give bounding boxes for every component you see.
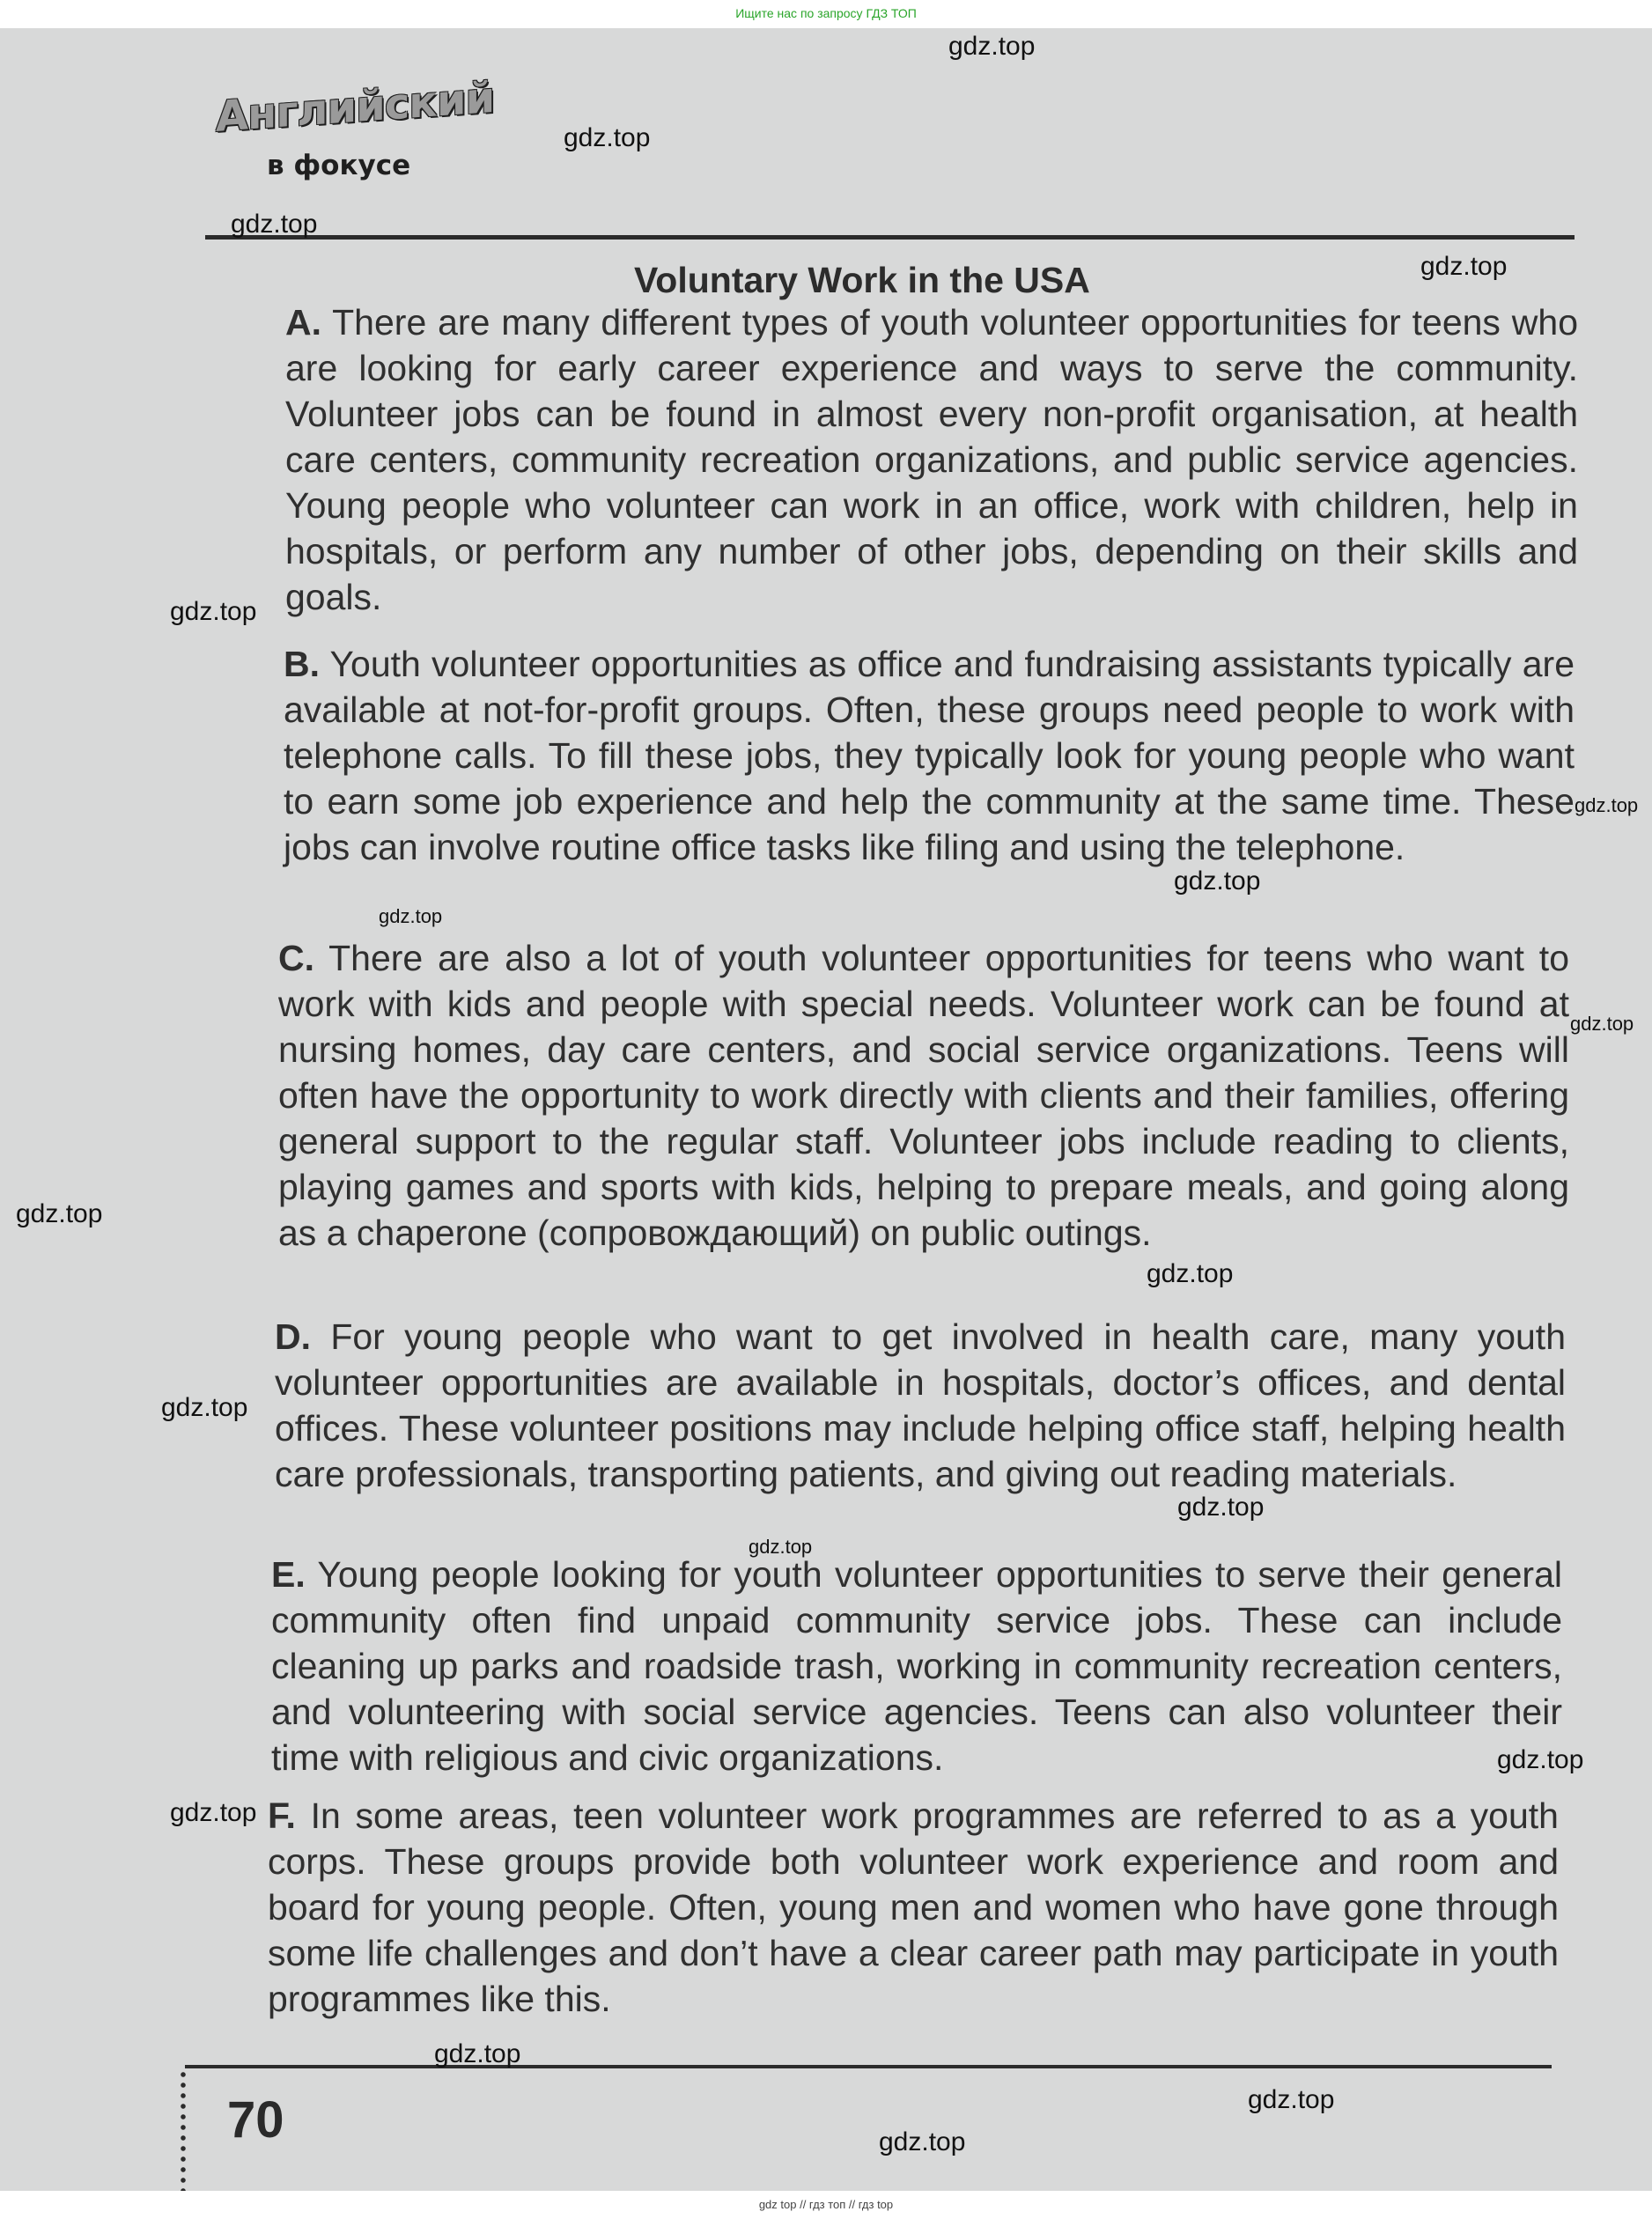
- watermark: gdz.top: [16, 1199, 103, 1228]
- watermark: gdz.top: [749, 1536, 813, 1558]
- paragraph-text: Youth volunteer opportunities as office and fundraising assistants typically are available at not-for-profit groups. Often, these groups need people to work with telephone calls. To fill these jobs, they typically look for young people who want to earn some job experience and help the community at the same time. These jobs can involve routine office tasks like filing and using the telephone.: [284, 644, 1575, 867]
- watermark: gdz.top: [564, 123, 651, 152]
- footer-rule: [185, 2065, 1552, 2068]
- paragraph-f: [268, 1793, 1559, 2022]
- watermark: gdz.top: [1147, 1259, 1234, 1288]
- watermark: gdz.top: [1497, 1745, 1584, 1774]
- watermark: gdz.top: [1420, 252, 1508, 281]
- paragraph-a: [285, 299, 1578, 620]
- paragraph-c: [278, 935, 1569, 1256]
- logo-subtitle: в фокусе: [267, 150, 411, 181]
- watermark: gdz.top: [1575, 794, 1639, 816]
- paragraph-letter: F.: [268, 1795, 296, 1836]
- watermark: gdz.top: [231, 210, 318, 239]
- watermark: gdz.top: [434, 2039, 521, 2068]
- watermark: gdz.top: [948, 32, 1036, 61]
- paragraph-letter: C.: [278, 938, 314, 978]
- watermark: gdz.top: [1570, 1013, 1634, 1035]
- watermark: gdz.top: [879, 2127, 966, 2156]
- watermark: gdz.top: [1248, 2085, 1335, 2114]
- page-number: 70: [227, 2091, 284, 2149]
- watermark: gdz.top: [1177, 1493, 1265, 1522]
- paragraph-letter: E.: [271, 1554, 306, 1595]
- paragraph-e: [271, 1552, 1562, 1780]
- logo-title: Английский: [216, 72, 495, 143]
- paragraph-letter: A.: [285, 302, 321, 343]
- header-rule: [205, 235, 1575, 240]
- watermark: gdz.top: [1174, 866, 1261, 896]
- watermark: gdz.top: [161, 1393, 248, 1422]
- bottom-banner: gdz top // гдз топ // гдз top: [0, 2191, 1652, 2219]
- paragraph-text: Young people looking for youth volunteer opportunities to serve their general community often find unpaid community service jobs. These can include cleaning up parks and roadside trash, working in community recreation centers, and volunteering with social service agencies. Teens can also volunteer their time with religious and civic organizations.: [271, 1554, 1563, 1778]
- paragraph-text: For young people who want to get involved in health care, many youth volunteer opportunities are available in hospitals, doctor’s offices, and dental offices. These volunteer positions may include helping office staff, helping health care professionals, transporting patients, and giving out reading materials.: [275, 1316, 1566, 1494]
- paragraph-text: There are also a lot of youth volunteer opportunities for teens who want to work with kids and people with special needs. Volunteer work can be found at nursing homes, day care centers, and social service organizations. Teens will often have the opportunity to work directly with clients and their families, offering general support to the regular staff. Volunteer jobs include reading to clients, playing games and sports with kids, helping to prepare meals, and going along as a chaperone (сопровождающий) on public outings.: [278, 938, 1569, 1253]
- paragraph-text: There are many different types of youth volunteer opportunities for teens who are looking for early career experience and ways to serve the community. Volunteer jobs can be found in almost every non-profit organisation, at health care centers, community recreation organizations, and public service agencies. Young people who volunteer can work in an office, work with children, help in hospitals, or perform any number of other jobs, depending on their skills and goals.: [285, 302, 1579, 617]
- top-banner: Ищите нас по запросу ГДЗ ТОП: [0, 0, 1652, 26]
- paragraph-text: In some areas, teen volunteer work programmes are referred to as a youth corps. These groups provide both volunteer work experience and room and board for young people. Often, young men and women who have gone through some life challenges and don’t have a clear career path may participate in youth programmes like this.: [268, 1795, 1559, 2019]
- paragraph-b: [284, 641, 1575, 870]
- textbook-page: [0, 28, 1652, 2191]
- paragraph-d: [275, 1314, 1566, 1497]
- watermark: gdz.top: [170, 597, 257, 626]
- paragraph-letter: D.: [275, 1316, 311, 1357]
- book-logo: [216, 72, 495, 197]
- watermark: gdz.top: [170, 1798, 257, 1827]
- paragraph-letter: B.: [284, 644, 320, 684]
- watermark: gdz.top: [379, 905, 443, 927]
- article-title: Voluntary Work in the USA: [634, 260, 1090, 300]
